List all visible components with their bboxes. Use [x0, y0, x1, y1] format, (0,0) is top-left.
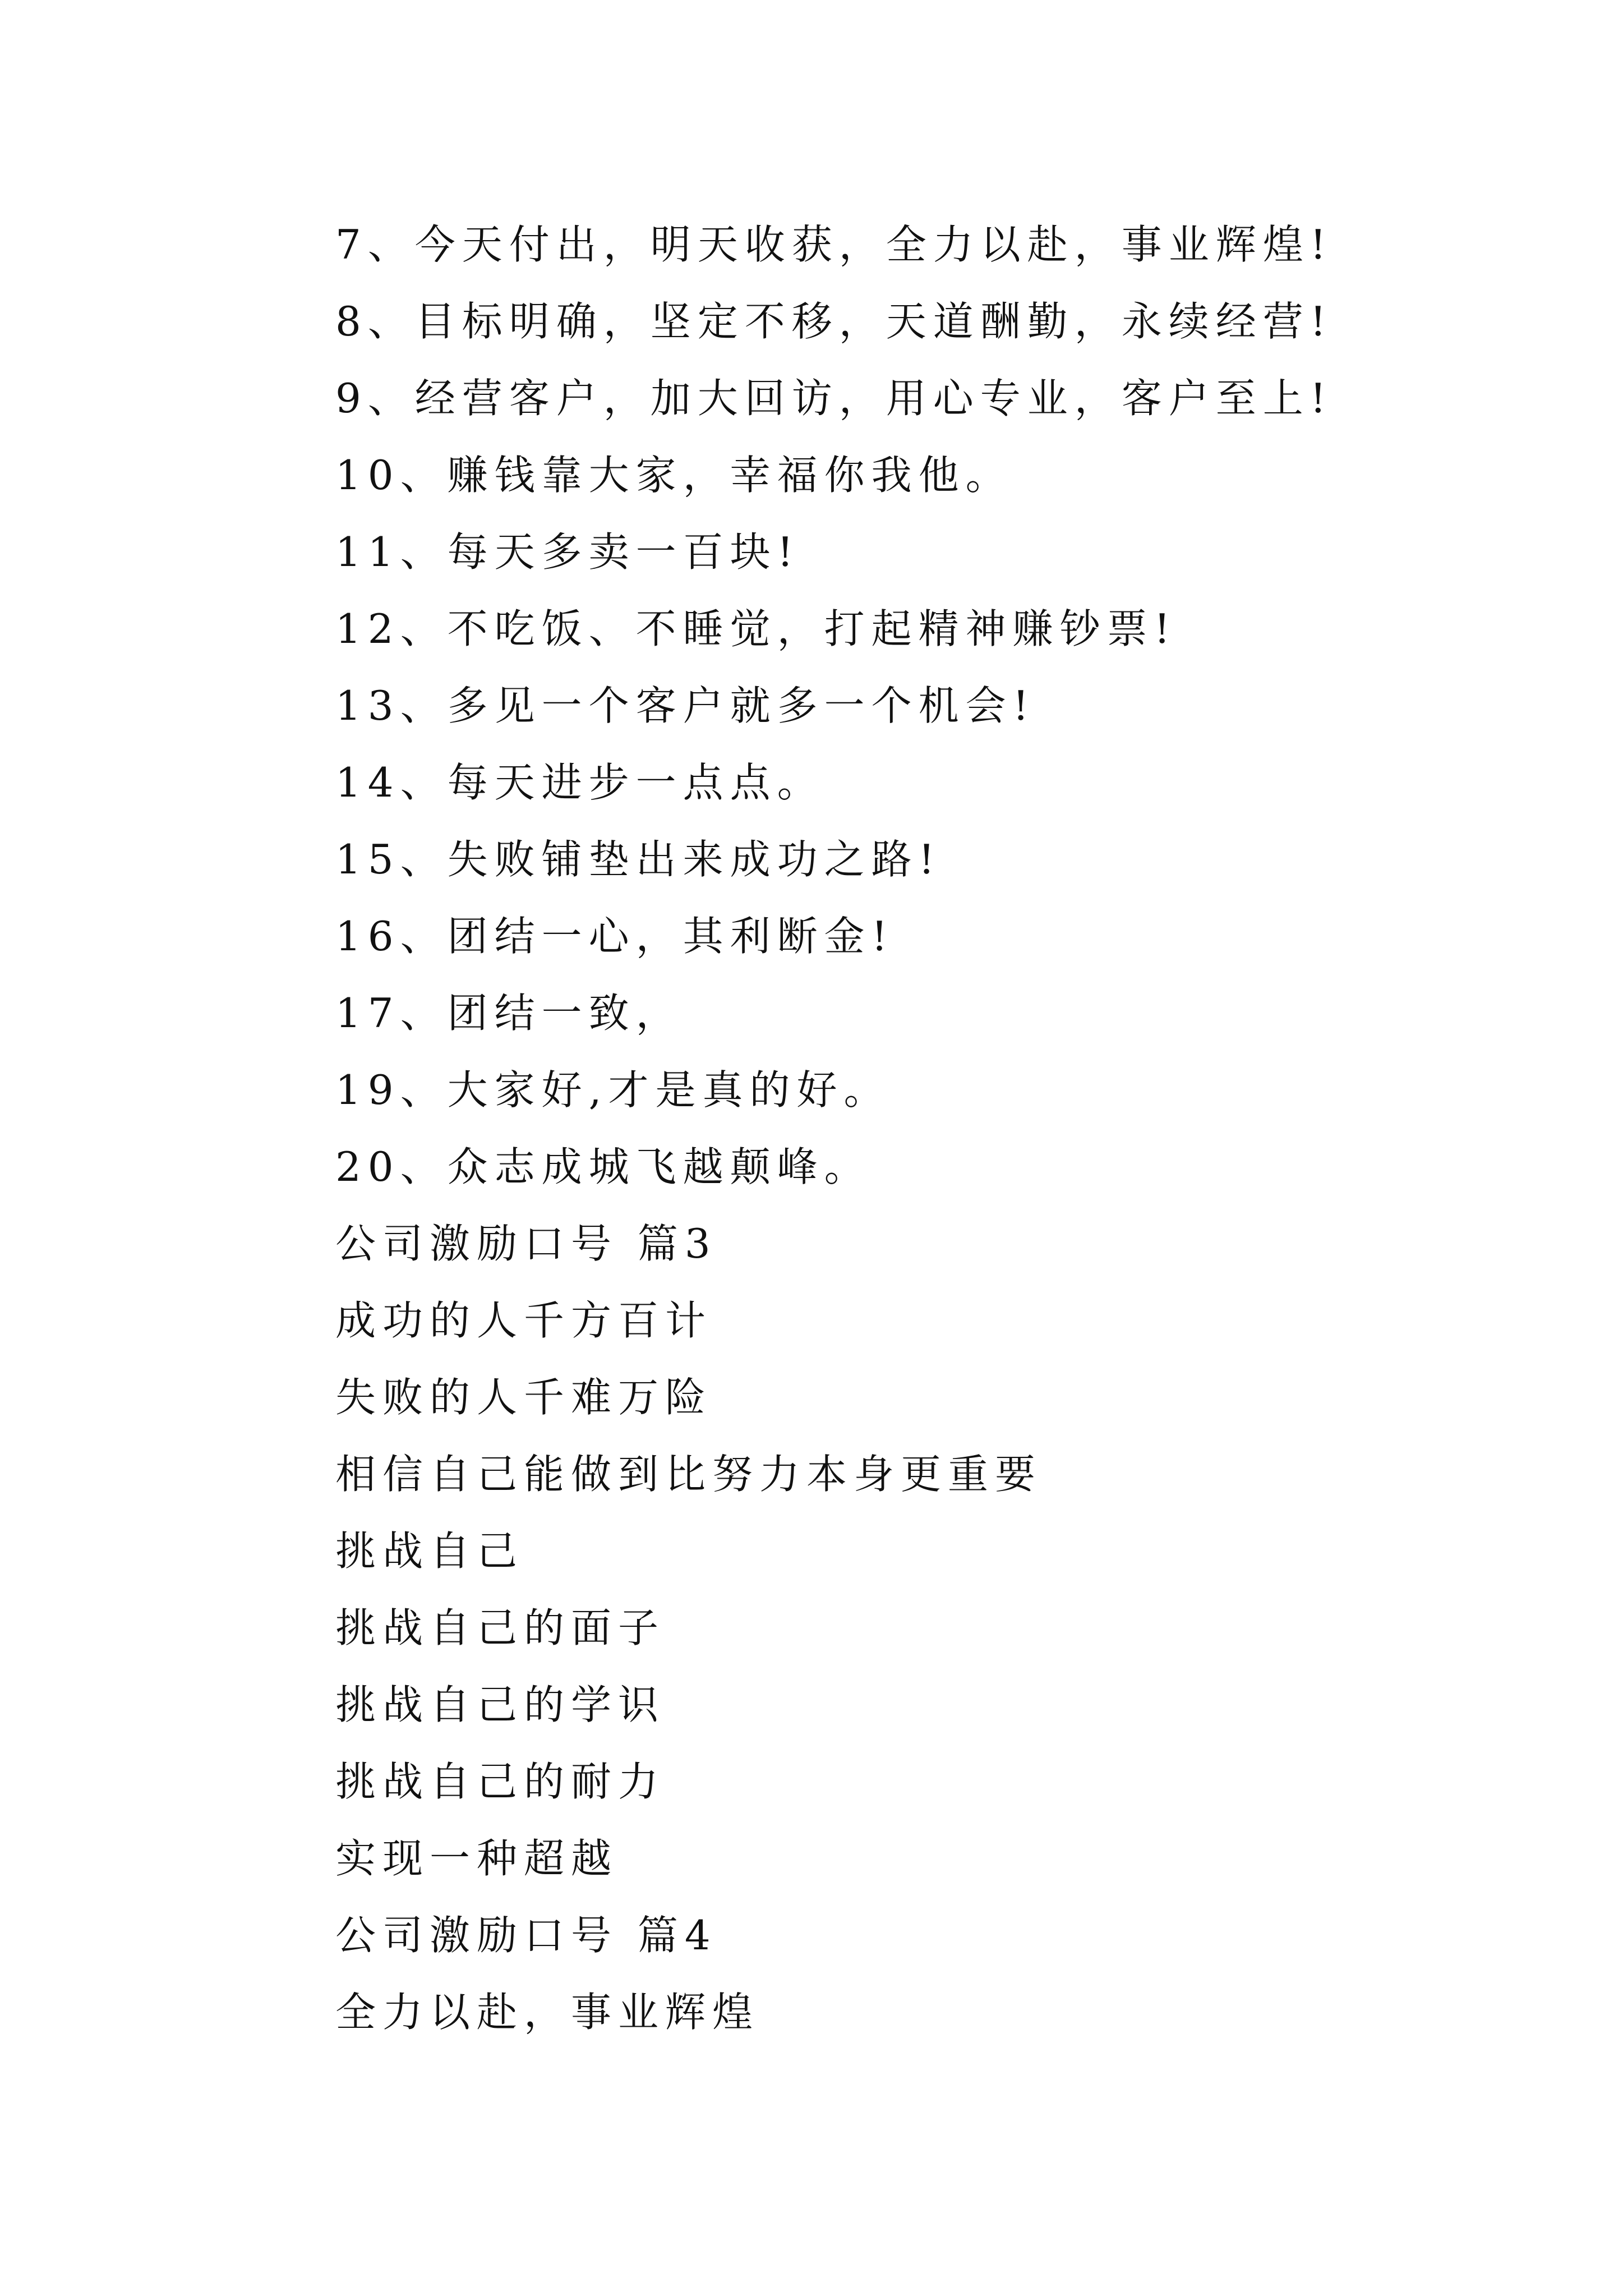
- text-line: 17、团结一致，: [335, 990, 683, 1037]
- text-line: 11、每天多卖一百块!: [335, 528, 800, 576]
- text-line: 9、经营客户，加大回访，用心专业，客户至上!: [335, 375, 1333, 422]
- text-line: 相信自己能做到比努力本身更重要: [335, 1451, 1043, 1498]
- text-line: 挑战自己的面子: [335, 1604, 666, 1651]
- text-line: 13、多见一个客户就多一个机会!: [335, 682, 1036, 729]
- text-line: 7、今天付出，明天收获，全力以赴，事业辉煌!: [335, 221, 1333, 268]
- section-heading: 公司激励口号 篇3: [335, 1220, 717, 1267]
- text-line: 实现一种超越: [335, 1835, 619, 1882]
- section-heading: 公司激励口号 篇4: [335, 1912, 717, 1959]
- text-line: 20、众志成城飞越颠峰。: [335, 1143, 872, 1190]
- text-line: 挑战自己的学识: [335, 1681, 666, 1728]
- text-line: 14、每天进步一点点。: [335, 759, 824, 806]
- text-line: 挑战自己的耐力: [335, 1758, 666, 1805]
- text-line: 16、团结一心，其利断金!: [335, 913, 895, 960]
- document-body: [335, 206, 1457, 2051]
- text-line: 8、目标明确，坚定不移，天道酬勤，永续经营!: [335, 298, 1333, 345]
- text-line: 19、大家好,才是真的好。: [335, 1066, 891, 1114]
- text-line: 挑战自己: [335, 1527, 524, 1575]
- text-line: 15、失败铺垫出来成功之路!: [335, 836, 942, 883]
- text-line: 成功的人千方百计: [335, 1297, 713, 1344]
- text-line: 10、赚钱靠大家，幸福你我他。: [335, 452, 1013, 499]
- text-line: 12、不吃饭、不睡觉，打起精神赚钞票!: [335, 605, 1177, 652]
- text-line: 失败的人千难万险: [335, 1374, 713, 1421]
- text-line: 全力以赴，事业辉煌: [335, 1989, 760, 2036]
